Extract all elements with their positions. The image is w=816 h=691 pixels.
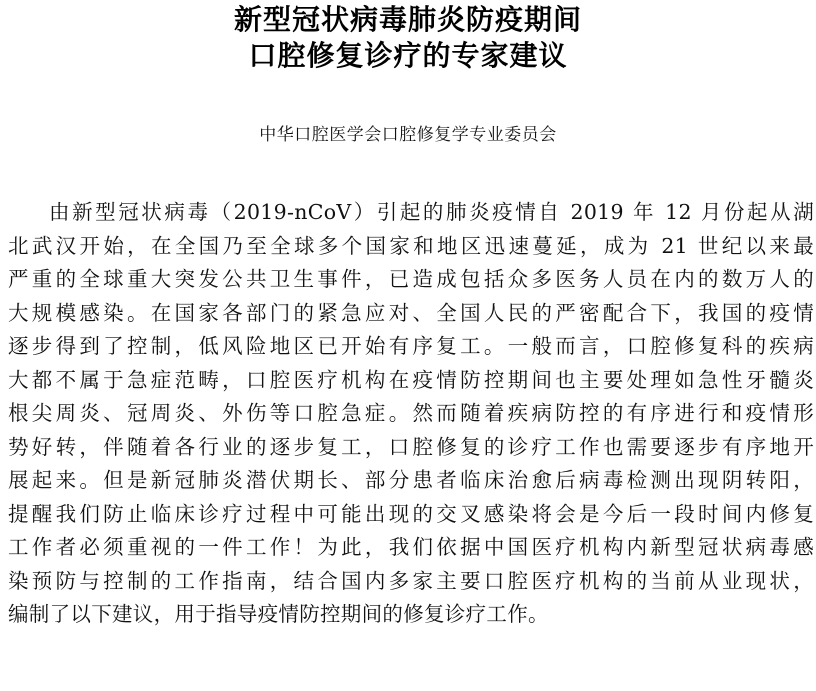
paragraph-line: 逐步得到了控制，低风险地区已开始有序复工。一般而言，口腔修复科的疾病 <box>8 334 814 358</box>
paragraph-line: 编制了以下建议，用于指导疫情防控期间的修复诊疗工作。 <box>8 602 549 626</box>
paragraph-line: 大都不属于急症范畴，口腔医疗机构在疫情防控期间也主要处理如急性牙髓炎 <box>8 367 814 392</box>
paragraph-line: 由新型冠状病毒（2019-nCoV）引起的肺炎疫情自 2019 年 12 月份起从湖 <box>49 200 814 224</box>
document-title-line-1: 新型冠状病毒肺炎防疫期间 <box>233 3 582 36</box>
paragraph-line: 大规模感染。在国家各部门的紧急应对、全国人民的严密配合下，我国的疫情 <box>8 300 814 325</box>
paragraph-line: 北武汉开始，在全国乃至全球多个国家和地区迅速蔓延，成为 21 世纪以来最 <box>8 233 814 258</box>
body-paragraph <box>8 196 814 632</box>
author-organization: 中华口腔医学会口腔修复学专业委员会 <box>259 125 557 145</box>
paragraph-line: 展起来。但是新冠肺炎潜伏期长、部分患者临床治愈后病毒检测出现阴转阳， <box>8 468 814 492</box>
paragraph-line: 染预防与控制的工作指南，结合国内多家主要口腔医疗机构的当前从业现状， <box>8 568 814 593</box>
document-title-line-2: 口腔修复诊疗的专家建议 <box>248 39 568 72</box>
paragraph-line: 提醒我们防止临床诊疗过程中可能出现的交叉感染将会是今后一段时间内修复 <box>8 501 814 526</box>
paragraph-line: 工作者必须重视的一件工作！为此，我们依据中国医疗机构内新型冠状病毒感 <box>8 535 814 559</box>
paragraph-line: 根尖周炎、冠周炎、外伤等口腔急症。然而随着疾病防控的有序进行和疫情形 <box>8 401 814 425</box>
paragraph-line: 严重的全球重大突发公共卫生事件，已造成包括众多医务人员在内的数万人的 <box>8 267 814 291</box>
paragraph-line: 势好转，伴随着各行业的逐步复工，口腔修复的诊疗工作也需要逐步有序地开 <box>8 434 814 459</box>
